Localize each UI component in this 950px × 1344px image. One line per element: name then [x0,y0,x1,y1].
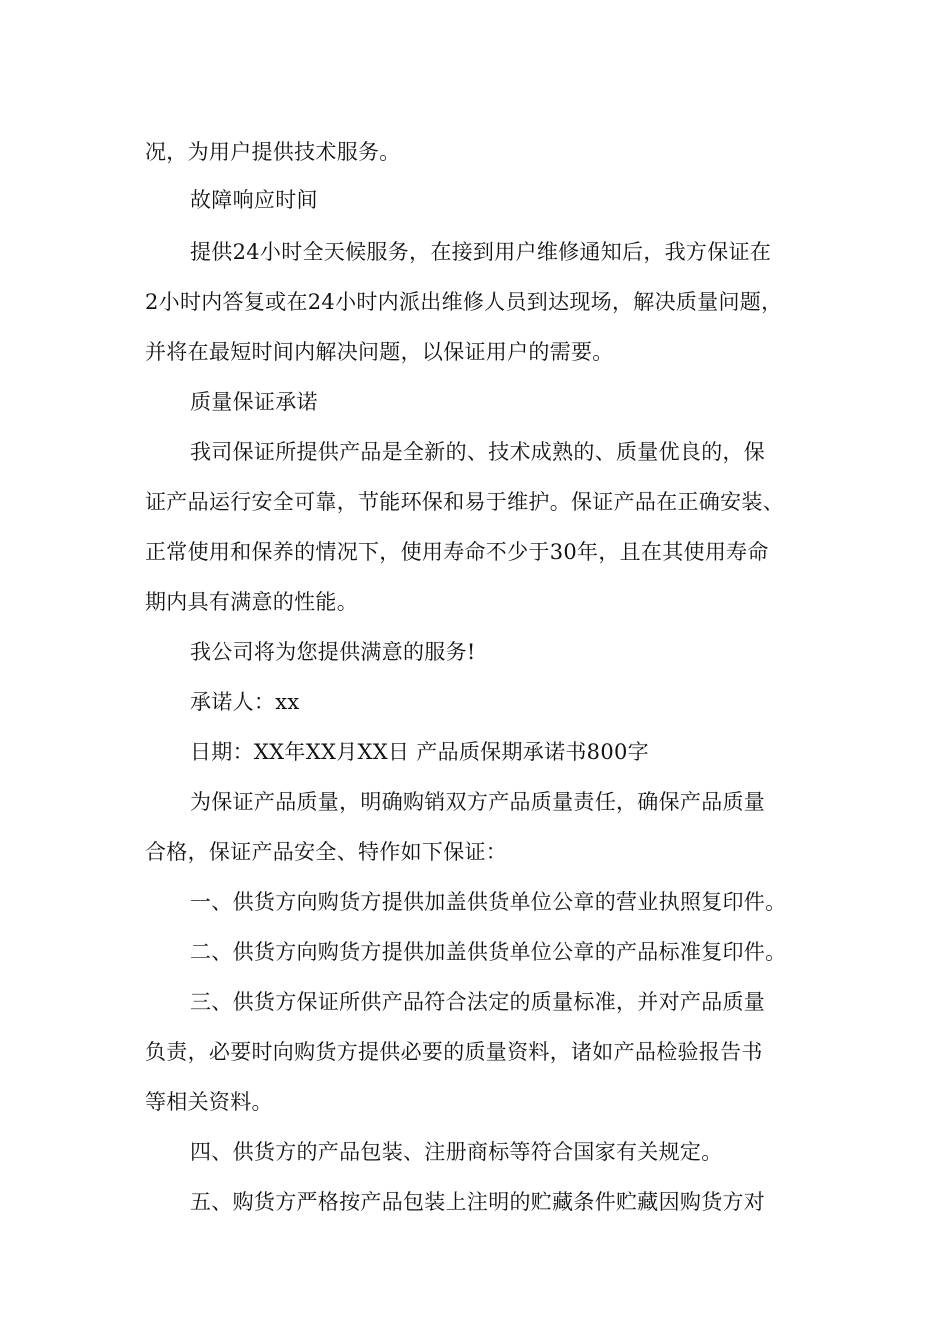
promisor-line: 承诺人：xx [190,690,300,714]
list-item-4: 四、供货方的产品包装、注册商标等符合国家有关规定。 [190,1140,723,1164]
paragraph-line: 正常使用和保养的情况下，使用寿命不少于30年，且在其使用寿命 [145,540,769,564]
section-heading-fault-response: 故障响应时间 [190,188,318,212]
paragraph-line: 负责，必要时向购货方提供必要的质量资料，诸如产品检验报告书 [145,1040,763,1064]
paragraph-line: 为保证产品质量，明确购销双方产品质量责任，确保产品质量 [190,790,766,814]
paragraph-line: 2小时内答复或在24小时内派出维修人员到达现场，解决质量问题， [145,290,783,314]
list-item-5: 五、购货方严格按产品包装上注明的贮藏条件贮藏因购货方对 [190,1190,766,1214]
list-item-2: 二、供货方向购货方提供加盖供货单位公章的产品标准复印件。 [190,940,787,964]
section-heading-quality-guarantee: 质量保证承诺 [190,390,318,414]
list-item-3: 三、供货方保证所供产品符合法定的质量标准，并对产品质量 [190,990,766,1014]
paragraph-line: 况，为用户提供技术服务。 [145,140,401,164]
paragraph-line: 我公司将为您提供满意的服务! [190,640,476,664]
paragraph-line: 期内具有满意的性能。 [145,590,358,614]
paragraph-line: 等相关资料。 [145,1090,273,1114]
paragraph-line: 我司保证所提供产品是全新的、技术成熟的、质量优良的，保 [190,440,766,464]
date-title-line: 日期：XX年XX月XX日 产品质保期承诺书800字 [190,740,649,764]
list-item-1: 一、供货方向购货方提供加盖供货单位公章的营业执照复印件。 [190,890,787,914]
paragraph-line: 证产品运行安全可靠，节能环保和易于维护。保证产品在正确安装、 [145,490,784,514]
paragraph-line: 合格，保证产品安全、特作如下保证： [145,840,508,864]
paragraph-line: 并将在最短时间内解决问题，以保证用户的需要。 [145,340,614,364]
paragraph-line: 提供24小时全天候服务，在接到用户维修通知后，我方保证在 [190,240,772,264]
